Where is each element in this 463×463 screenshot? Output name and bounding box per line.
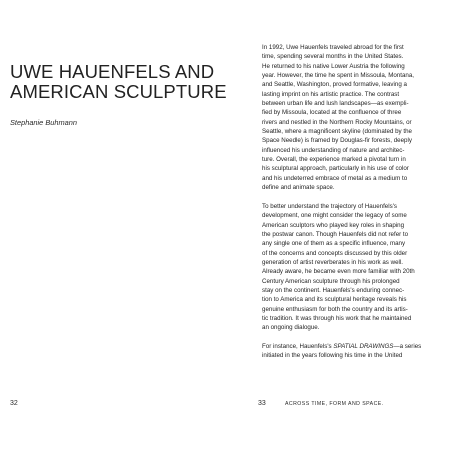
- body-text: [262, 43, 458, 370]
- text-line: between urban life and lush landscapes—as exempli-: [262, 100, 409, 108]
- right-page: [231, 0, 463, 463]
- text-line: and Seattle, Washington, proved formative, leaving a: [262, 81, 407, 89]
- text-line: Century American sculpture through his prolonged: [262, 277, 400, 285]
- paragraph-3: [262, 342, 458, 361]
- text-line: American sculptors who played key roles in shaping: [262, 221, 405, 229]
- text-line: fied by Missoula, located at the confluence of three: [262, 109, 402, 117]
- page-number-right: 33: [258, 400, 266, 407]
- text-line: year. However, the time he spent in Missoula, Montana,: [262, 72, 415, 80]
- text-line: time, spending several months in the United States.: [262, 53, 404, 61]
- text-line-with-italic: For instance, Hauenfels's SPATIAL DRAWINGS—a series: [262, 343, 422, 350]
- text-line: ture. Overall, the experience marked a pivotal turn in: [262, 156, 406, 164]
- running-footer: ACROSS TIME, FORM AND SPACE.: [285, 401, 384, 407]
- text-line: stay on the continent. Hauenfels's enduring connec-: [262, 286, 405, 294]
- text-line: In 1992, Uwe Hauenfels traveled abroad for the first: [262, 44, 404, 51]
- chapter-title-line-1: UWE HAUENFELS AND: [10, 61, 215, 82]
- chapter-title: [10, 62, 227, 102]
- page-number-left: 32: [10, 400, 18, 407]
- paragraph-2: [262, 202, 458, 333]
- paragraph-1: [262, 43, 458, 193]
- text-line: an ongoing dialogue.: [262, 324, 320, 332]
- text-line: the postwar canon. Though Hauenfels did not refer to: [262, 230, 409, 238]
- text-line: define and animate space.: [262, 184, 335, 192]
- text-line: initiated in the years following his time in the United: [262, 352, 403, 360]
- chapter-title-line-2: AMERICAN SCULPTURE: [10, 81, 227, 102]
- text-line: Space Needle) is framed by Douglas-fir forests, deeply: [262, 137, 412, 145]
- text-line: He returned to his native Lower Austria the following: [262, 62, 405, 70]
- author-byline: Stephanie Buhmann: [10, 118, 77, 127]
- text-line: rivers and nestled in the Northern Rocky Mountains, or: [262, 118, 412, 126]
- text-line: of the concerns and concepts discussed by this older: [262, 249, 408, 257]
- text-line: generation of artist reverberates in his work as well.: [262, 258, 404, 266]
- text-line: and his undeterred embrace of metal as a medium to: [262, 174, 408, 182]
- text-line: lasting imprint on his artistic practice. The contrast: [262, 90, 400, 98]
- text-line: Already aware, he became even more familiar with 20th: [262, 268, 415, 276]
- text-line: his sculptural approach, particularly in his use of color: [262, 165, 409, 173]
- text-line: tic tradition. It was through his work that he maintained: [262, 314, 412, 322]
- left-page: [0, 0, 231, 463]
- text-line: influenced his understanding of nature and architec-: [262, 146, 405, 154]
- artwork-title: SPATIAL DRAWINGS: [333, 343, 394, 350]
- text-line: To better understand the trajectory of Hauenfels's: [262, 202, 397, 210]
- text-line: Seattle, where a magnificent skyline (dominated by the: [262, 128, 412, 136]
- text-line: tion to America and its sculptural heritage reveals his: [262, 296, 407, 304]
- text-line: development, one might consider the legacy of some: [262, 212, 407, 220]
- text-line: any single one of them as a specific influence, many: [262, 240, 406, 248]
- text-line: genuine enthusiasm for both the country and its artis-: [262, 305, 408, 313]
